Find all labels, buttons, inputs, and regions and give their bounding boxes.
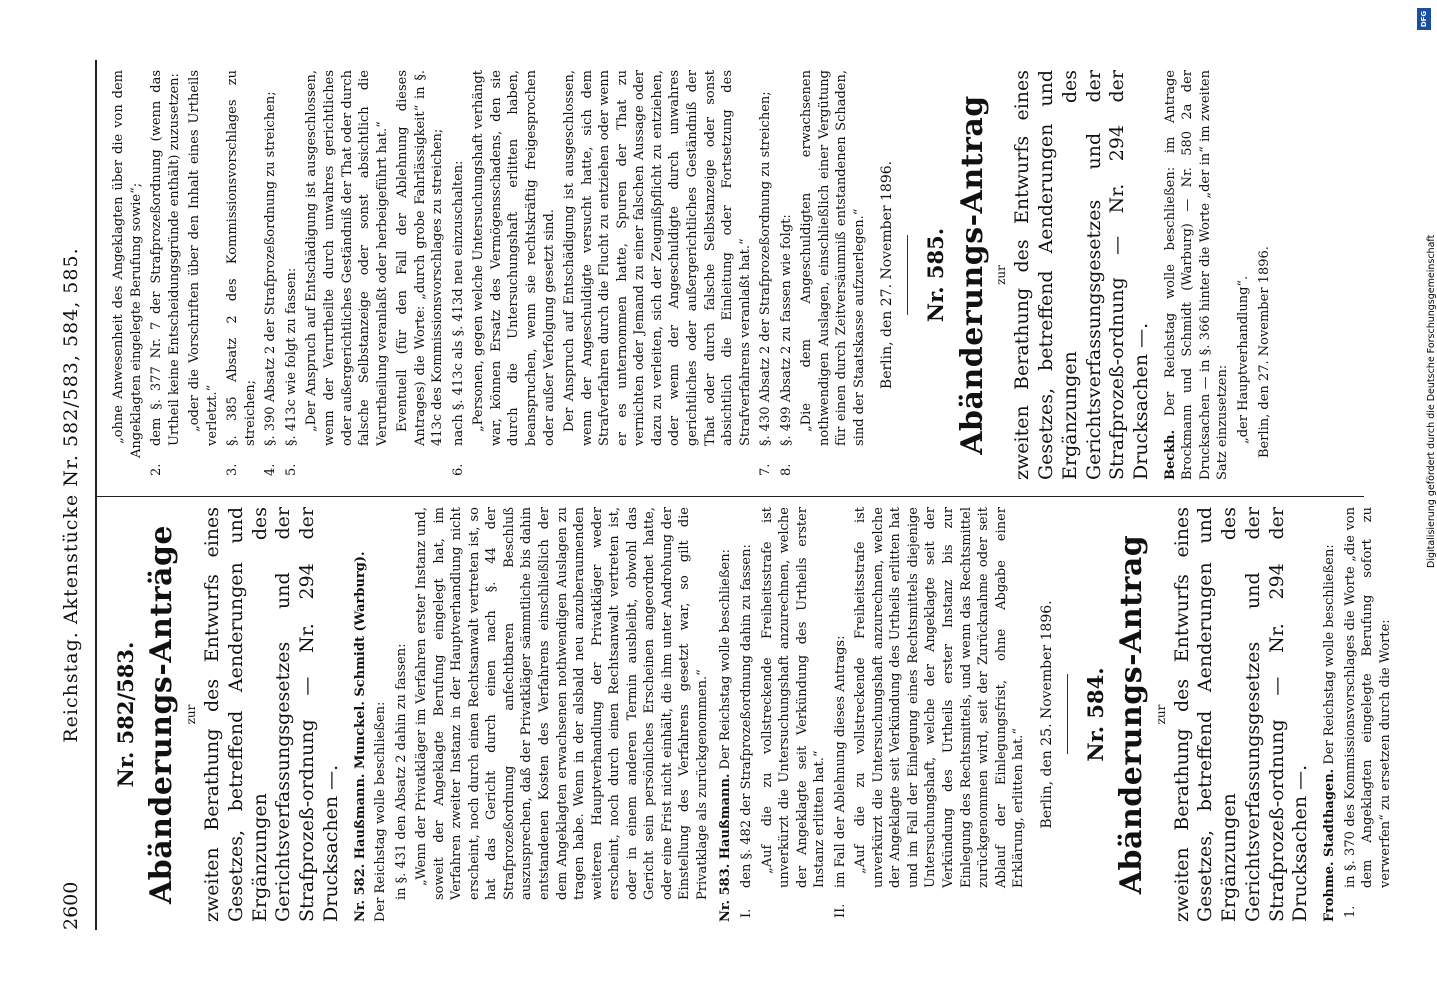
- item-number: 7.: [758, 463, 774, 476]
- item-text: §. 430 Absatz 2 der Strafprozeßordnung zu streichen;: [758, 91, 774, 446]
- motion-585-body: Der Reichstag wolle beschließen: im Antrage Brockmann und Schmidt (Warburg) — Nr. 580 2a der Drucksachen — in §. 366 hinter die Worte „der in“ im zweiten Satz einzusetzen:: [1162, 70, 1231, 480]
- motion-584-eventuell: Eventuell (für den Fall der Ablehnung dieses Antrages) die Worte: „durch grobe Fahrlässigkeit“ in §. 413c des Kommissionsvorschlages zu streichen;: [395, 70, 446, 446]
- column-divider: [95, 496, 1364, 497]
- item-number: 4.: [263, 463, 279, 476]
- motion-583-item-1-quote: „Auf die zu vollstreckende Freiheitsstrafe ist unverkürzt die Untersuchungshaft anzurechnen, welche der Angeklagte seit Verkündung des Urtheils erster Instanz erlitten hat.“: [759, 507, 828, 888]
- item-number: 5.: [283, 463, 299, 476]
- motion-585-sponsor: Beckh.: [1162, 429, 1178, 480]
- motion-583-lead: [717, 507, 735, 922]
- motion-584-intro: Der Reichstag wolle beschließen:: [1322, 544, 1338, 765]
- continued-quote: „ohne Anwesenheit des Angeklagten über die von dem Angeklagten eingelegte Berufung sowie“;: [111, 70, 144, 458]
- motion-585-text: [1162, 70, 1232, 480]
- section-zur: zur: [1153, 704, 1168, 725]
- motion-583-item-2: [832, 507, 850, 922]
- section-date: Berlin, den 27. November 1896.: [1256, 246, 1272, 458]
- motion-582-lead: [352, 507, 370, 922]
- motion-582-sponsors: Nr. 582. Haußmann. Munckel. Schmidt (Warburg).: [352, 551, 368, 922]
- section-zur: zur: [994, 265, 1009, 285]
- motion-584-list-continued: [148, 70, 868, 480]
- motion-584-item-2: [148, 70, 183, 480]
- item-text: im Fall der Ablehnung dieses Antrags:: [832, 635, 848, 888]
- motion-584-item-1: [1342, 507, 1395, 922]
- motion-584-item-8: [778, 70, 796, 480]
- motion-584-item-7: [757, 70, 775, 480]
- item-number: I.: [739, 908, 755, 918]
- dfg-logo-text: DFG: [1420, 10, 1428, 28]
- digitization-credit-text: Digitalisierung gefördert durch die Deutsche Forschungsgemeinschaft: [1426, 234, 1437, 568]
- digitization-credit: [1412, 8, 1437, 568]
- right-column: [110, 70, 1276, 480]
- section-heading: Abänderungs-Antrag: [954, 95, 990, 455]
- section-date: Berlin, den 27. November 1896.: [879, 160, 896, 390]
- motion-584-item-6: [450, 70, 468, 480]
- section-subtitle: zweiten Berathung des Entwurfs eines Gesetzes, betreffend Aenderungen und Ergänzungen des Gerichtsverfassungsgesetzes und der Strafprozeß-ordnung — Nr. 294 der Drucksachen —.: [1011, 70, 1153, 480]
- motion-584-sponsors: Frohme. Stadthagen.: [1322, 768, 1338, 922]
- item-text: nach §. 413c als §. 413d neu einzuschalten:: [450, 160, 466, 446]
- motion-584-item-5: [283, 70, 301, 480]
- section-number: Nr. 582/583.: [113, 641, 138, 788]
- motion-583-sponsor: Nr. 583. Haußmann.: [718, 773, 734, 922]
- section-number: Nr. 585.: [923, 227, 949, 323]
- item-number: 1.: [1342, 905, 1358, 918]
- motion-582-intro: Der Reichstag wolle beschließen:: [373, 701, 389, 922]
- item-text: §. 385 Absatz 2 des Kommissionsvorschlages zu streichen;: [225, 70, 258, 446]
- item-text: §. 390 Absatz 2 der Strafprozeßordnung zu streichen;: [263, 91, 279, 446]
- motion-582-item: in §. 431 den Absatz 2 dahin zu fassen:: [393, 643, 409, 900]
- section-separator: [1067, 675, 1068, 755]
- motion-584-item-6-quote-2: Der Anspruch auf Entschädigung ist ausgeschlossen, wenn der Angeschuldigte versucht hatte, sich dem Strafverfahren durch die Flucht zu entziehen oder wenn er es unternommen hatte, Spuren der That zu vernichten oder Jemand zu einer falschen Aussage oder dazu zu verleiten, sich der Zeugnißpflicht zu entziehen, oder wenn der Angeschuldigte durch unwahres gerichtliches oder außergerichtliches Geständniß der That oder durch falsche Selbstanzeige oder sonst absichtlich die Einleitung oder Fortsetzung des Strafverfahrens veranlaßt hat.“: [562, 70, 753, 446]
- page-number: 2600: [60, 881, 82, 930]
- motion-584-item-5-quote: „Der Anspruch auf Entschädigung ist ausgeschlossen, wenn der Verurtheilte durch unwahres gerichtliches oder außergerichtliches Geständniß der That oder durch falsche Selbstanzeige oder sonst absichtlich die Verurtheilung veranlaßt oder herbeigeführt hat.“: [304, 70, 390, 446]
- item-text: dem §. 377 Nr. 7 der Strafprozeßordnung (wenn das Urtheil keine Entscheidungsgründe enthält) zuzusetzen:: [149, 70, 182, 446]
- section-subtitle: zweiten Berathung des Entwurfs eines Gesetzes, betreffend Aenderungen und Ergänzungen des Gerichtsverfassungsgesetzes und der Strafprozeß-ordnung — Nr. 294 der Drucksachen —.: [201, 507, 342, 922]
- item-text: den §. 482 der Strafprozeßordnung dahin zu fassen:: [739, 544, 755, 888]
- item-number: 3.: [225, 463, 241, 476]
- motion-584-item-3: [224, 70, 259, 480]
- section-date: Berlin, den 25. November 1896.: [1038, 600, 1055, 829]
- item-number: 6.: [450, 463, 466, 476]
- item-number: II.: [832, 903, 848, 918]
- motion-584-item-8-quote: „Die dem Angeschuldigten erwachsenen nothwendigen Auslagen, einschließlich einer Vergütung für einen durch Zeitversäumniß entstandenen Schaden, sind der Staatskasse aufzuerlegen.“: [799, 70, 867, 446]
- motion-583-intro: Der Reichstag wolle beschließen:: [718, 549, 734, 770]
- item-number: 8.: [778, 463, 794, 476]
- section-number: Nr. 584.: [1082, 667, 1108, 762]
- section-separator: [907, 235, 908, 315]
- section-zur: zur: [183, 704, 198, 725]
- motion-584-item-4: [262, 70, 280, 480]
- motion-584-list: [1342, 507, 1395, 922]
- item-text: §. 413c wie folgt zu fassen:: [283, 267, 299, 446]
- motion-583-list: [738, 507, 1028, 922]
- motion-583-item-2-quote: „Auf die zu vollstreckende Freiheitsstrafe ist unverkürzt die Untersuchungshaft anzurechnen, welche der Angeklagte seit Verkündung des Urtheils erlitten hat und im Fall der Einlegung eines Rechtsmittels diejenige Untersuchungshaft, welche der Angeklagte seit der Verkündung des Urtheils erster Instanz bis zur Einlegung des Rechtsmittels, und wenn das Rechtsmittel zurückgenommen wird, seit der Zurücknahme oder seit Ablauf der Einlegungsfrist, ohne Abgabe einer Erklärung, erlitten hat.“: [853, 507, 1027, 888]
- page-header: [60, 60, 90, 930]
- item-text: in §. 370 des Kommissionsvorschlages die Worte „die von dem Angeklagten eingelegte Berufung sofort zu verwerfen“ zu ersetzen durch die Worte:: [1342, 507, 1393, 888]
- motion-583-item-1: [738, 507, 756, 922]
- motion-584-item-2-quote: „oder die Vorschriften über den Inhalt eines Urtheils verletzt.“: [187, 70, 220, 446]
- header-title: Reichstag. Aktenstücke Nr. 582/583, 584, 585.: [60, 247, 82, 743]
- motion-584-item-6-quote-1: „Personen, gegen welche Untersuchungshaft verhängt war, können Ersatz des Vermögensschadens, den sie durch die Untersuchungshaft erlitten haben, beanspruchen, wenn sie rechtskräftig freigesprochen oder außer Verfolgung gesetzt sind.: [471, 70, 557, 446]
- motion-582-quote: „Wenn der Privatkläger im Verfahren erster Instanz und, soweit der Angeklagte Berufung eingelegt hat, im Verfahren zweiter Instanz in der Hauptverhandlung nicht erscheint, noch durch einen Rechtsanwalt vertreten ist, so hat das Gericht durch einen nach §. 44 der Strafprozeßordnung anfechtbaren Beschluß auszusprechen, daß der Privatkläger sämmtliche bis dahin entstandenen Kosten des Verfahrens einschließlich der dem Angeklagten erwachsenen nothwendigen Auslagen zu tragen habe. Wenn in der alsbald neu anzuberaumenden weiteren Hauptverhandlung der Privatkläger weder erscheint, noch durch einen Rechtsanwalt vertreten ist, oder in einem anderen Termin ausbleibt, obwohl das Gericht sein persönliches Erscheinen angeordnet hatte, oder eine Frist nicht einhält, die ihm unter Androhung der Einstellung des Verfahrens gesetzt war, so gilt die Privatklage als zurückgenommen.“: [414, 507, 710, 900]
- item-text: §. 499 Absatz 2 zu fassen wie folgt:: [778, 214, 794, 446]
- header-rule: [95, 60, 97, 930]
- left-column: [110, 507, 1397, 922]
- motion-585-quote: „der Hauptverhandlung“.: [1236, 275, 1252, 444]
- section-heading: Abänderungs-Anträge: [144, 524, 180, 905]
- section-subtitle: zweiten Berathung des Entwurfs eines Gesetzes, betreffend Aenderungen und Ergänzungen des Gerichtsverfassungsgesetzes und der Strafprozeß-ordnung — Nr. 294 der Drucksachen —.: [1170, 507, 1312, 922]
- motion-584-lead: [1321, 507, 1339, 922]
- section-heading: Abänderungs-Antrag: [1114, 534, 1149, 895]
- item-number: 2.: [149, 463, 165, 476]
